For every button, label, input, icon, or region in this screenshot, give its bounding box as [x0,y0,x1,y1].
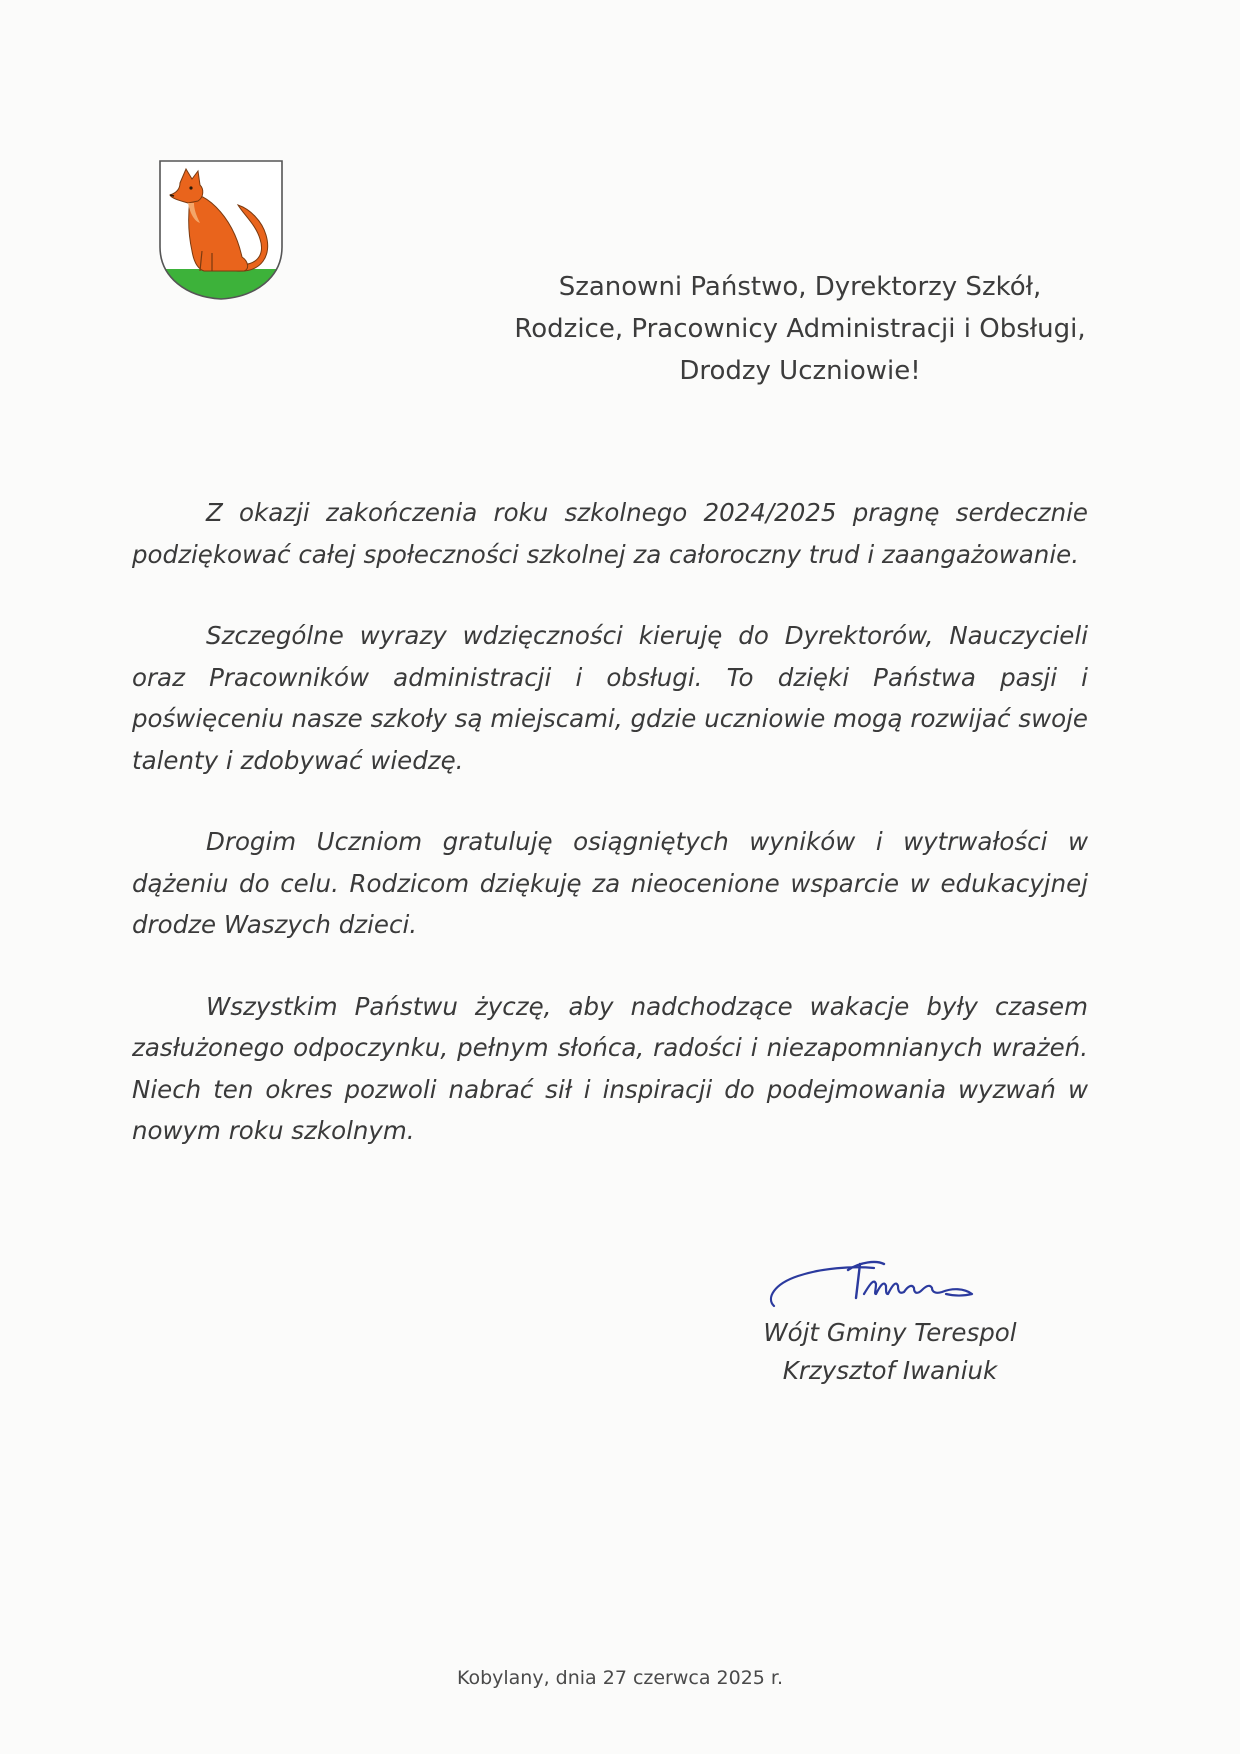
signer-name: Krzysztof Iwaniuk [782,1356,998,1385]
letter-body [132,492,1088,1192]
salutation-line-2: Rodzice, Pracownicy Administracji i Obsługi, [514,314,1086,344]
paragraph: Wszystkim Państwu życzę, aby nadchodzące wakacje były czasem zasłużonego odpoczynku, pełnym słońca, radości i niezapomnianych wrażeń. Niech ten okres pozwoli nabrać sił i inspiracji do podejmowania wyzwań w nowym roku szkolnym. [132,991,1088,1145]
signer-block [740,1314,1040,1390]
salutation-line-1: Szanowni Państwo, Dyrektorzy Szkół, [558,272,1042,302]
paragraph: Drogim Uczniom gratuluję osiągniętych wyników i wytrwałości w dążeniu do celu. Rodzicom dziękuję za nieocenione wsparcie w edukacyjnej drodze Waszych dzieci. [132,827,1088,939]
handwritten-signature-icon [764,1254,994,1314]
signer-title: Wójt Gminy Terespol [763,1318,1017,1347]
place-date: Kobylany, dnia 27 czerwca 2025 r. [456,1667,784,1689]
paragraph: Szczególne wyrazy wdzięczności kieruję do Dyrektorów, Nauczycieli oraz Pracowników administracji i obsługi. To dzięki Państwa pasji i poświęceniu nasze szkoły są miejscami, gdzie uczniowie mogą rozwijać swoje talenty i zdobywać wiedzę. [132,621,1088,775]
fox-coat-of-arms-icon [158,159,284,301]
salutation-line-3: Drodzy Uczniowie! [679,356,921,386]
paragraph: Z okazji zakończenia roku szkolnego 2024/2025 pragnę serdecznie podziękować całej społeczności szkolnej za całoroczny trud i zaangażowanie. [132,498,1088,569]
salutation [430,266,1170,392]
